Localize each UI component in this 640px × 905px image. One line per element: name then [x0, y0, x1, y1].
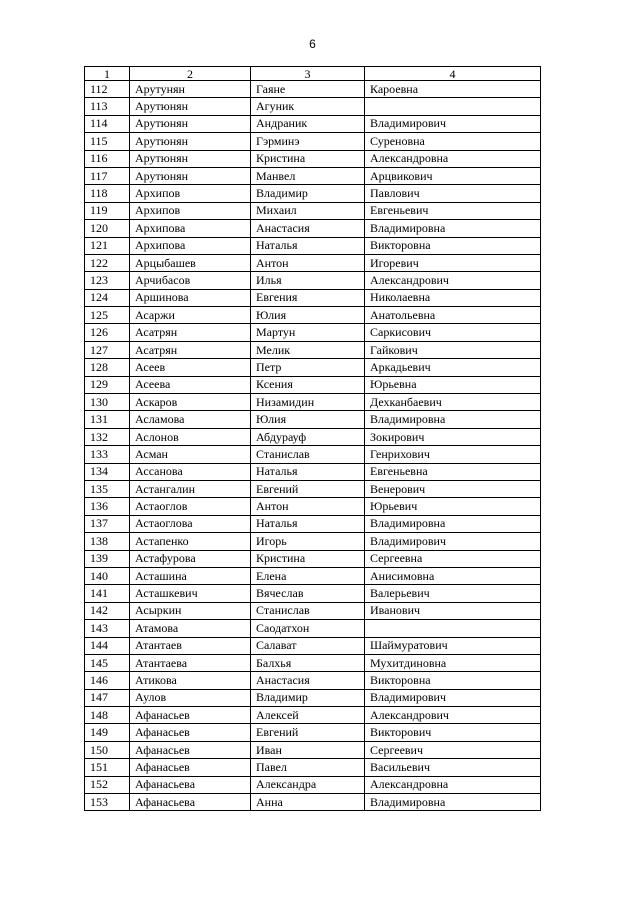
- patronymic-cell: Викторовна: [365, 672, 541, 689]
- first-name-cell: Антон: [251, 498, 365, 515]
- table-row: [85, 133, 541, 150]
- surname-cell: Асман: [130, 446, 251, 463]
- row-number-cell: 113: [85, 98, 130, 115]
- first-name-cell: Илья: [251, 272, 365, 289]
- table-row: [85, 446, 541, 463]
- table-row: [85, 376, 541, 393]
- table-row: [85, 254, 541, 271]
- first-name-cell: Игорь: [251, 533, 365, 550]
- table-row: [85, 602, 541, 619]
- patronymic-cell: Мухитдиновна: [365, 654, 541, 671]
- first-name-cell: Наталья: [251, 463, 365, 480]
- first-name-cell: Юлия: [251, 307, 365, 324]
- table-row: [85, 324, 541, 341]
- first-name-cell: Станислав: [251, 602, 365, 619]
- patronymic-cell: Сергеевич: [365, 741, 541, 758]
- patronymic-cell: Владимирович: [365, 115, 541, 132]
- patronymic-cell: Владимировна: [365, 220, 541, 237]
- table-row: [85, 776, 541, 793]
- row-number-cell: 120: [85, 220, 130, 237]
- patronymic-cell: Николаевна: [365, 289, 541, 306]
- table-row: [85, 341, 541, 358]
- surname-cell: Архипова: [130, 220, 251, 237]
- patronymic-cell: Александрович: [365, 707, 541, 724]
- patronymic-cell: Александровна: [365, 776, 541, 793]
- surname-cell: Афанасьев: [130, 707, 251, 724]
- first-name-cell: Саодатхон: [251, 620, 365, 637]
- patronymic-cell: Анисимовна: [365, 567, 541, 584]
- row-number-cell: 128: [85, 359, 130, 376]
- surname-cell: Арутюнян: [130, 133, 251, 150]
- row-number-cell: 133: [85, 446, 130, 463]
- surname-cell: Афанасьева: [130, 794, 251, 811]
- table-row: [85, 567, 541, 584]
- patronymic-cell: Владимирович: [365, 689, 541, 706]
- table-row: [85, 150, 541, 167]
- surname-cell: Асламова: [130, 411, 251, 428]
- surname-cell: Архипов: [130, 202, 251, 219]
- surname-cell: Ассанова: [130, 463, 251, 480]
- row-number-cell: 149: [85, 724, 130, 741]
- surname-cell: Астафурова: [130, 550, 251, 567]
- table-row: [85, 220, 541, 237]
- table-row: [85, 707, 541, 724]
- first-name-cell: Гэрминэ: [251, 133, 365, 150]
- first-name-cell: Манвел: [251, 167, 365, 184]
- surname-cell: Астаоглов: [130, 498, 251, 515]
- table-row: [85, 689, 541, 706]
- first-name-cell: Евгений: [251, 480, 365, 497]
- table-row: [85, 98, 541, 115]
- first-name-cell: Абдурауф: [251, 428, 365, 445]
- table-row: [85, 672, 541, 689]
- surname-cell: Асеева: [130, 376, 251, 393]
- first-name-cell: Алексей: [251, 707, 365, 724]
- surname-cell: Атантаев: [130, 637, 251, 654]
- row-number-cell: 127: [85, 341, 130, 358]
- table-row: [85, 654, 541, 671]
- table-row: [85, 637, 541, 654]
- surname-cell: Атамова: [130, 620, 251, 637]
- surname-cell: Афанасьев: [130, 741, 251, 758]
- row-number-cell: 126: [85, 324, 130, 341]
- table-row: [85, 620, 541, 637]
- row-number-cell: 119: [85, 202, 130, 219]
- table-row: [85, 272, 541, 289]
- row-number-cell: 124: [85, 289, 130, 306]
- table-row: [85, 359, 541, 376]
- surname-cell: Арутюнян: [130, 167, 251, 184]
- patronymic-cell: Александрович: [365, 272, 541, 289]
- patronymic-cell: Александровна: [365, 150, 541, 167]
- surname-cell: Асташина: [130, 567, 251, 584]
- table-row: [85, 289, 541, 306]
- table-row: [85, 185, 541, 202]
- table-row: [85, 741, 541, 758]
- table-row: [85, 515, 541, 532]
- first-name-cell: Петр: [251, 359, 365, 376]
- row-number-cell: 123: [85, 272, 130, 289]
- first-name-cell: Наталья: [251, 237, 365, 254]
- row-number-cell: 121: [85, 237, 130, 254]
- table-row: [85, 202, 541, 219]
- first-name-cell: Юлия: [251, 411, 365, 428]
- table-row: [85, 167, 541, 184]
- patronymic-cell: Юрьевич: [365, 498, 541, 515]
- surname-cell: Арутунян: [130, 81, 251, 98]
- table-row: [85, 759, 541, 776]
- table-row: [85, 550, 541, 567]
- first-name-cell: Ксения: [251, 376, 365, 393]
- row-number-cell: 136: [85, 498, 130, 515]
- row-number-cell: 112: [85, 81, 130, 98]
- row-number-cell: 151: [85, 759, 130, 776]
- first-name-cell: Вячеслав: [251, 585, 365, 602]
- patronymic-cell: Игоревич: [365, 254, 541, 271]
- surname-cell: Арутюнян: [130, 150, 251, 167]
- surname-cell: Арцыбашев: [130, 254, 251, 271]
- row-number-cell: 114: [85, 115, 130, 132]
- patronymic-cell: Викторович: [365, 724, 541, 741]
- patronymic-cell: Викторовна: [365, 237, 541, 254]
- patronymic-cell: Сергеевна: [365, 550, 541, 567]
- first-name-cell: Балхья: [251, 654, 365, 671]
- patronymic-cell: Генрихович: [365, 446, 541, 463]
- surname-cell: Асыркин: [130, 602, 251, 619]
- surname-cell: Асеев: [130, 359, 251, 376]
- surname-cell: Афанасьев: [130, 724, 251, 741]
- patronymic-cell: Васильевич: [365, 759, 541, 776]
- first-name-cell: Кристина: [251, 550, 365, 567]
- patronymic-cell: Арцвикович: [365, 167, 541, 184]
- surname-cell: Афанасьева: [130, 776, 251, 793]
- first-name-cell: Владимир: [251, 185, 365, 202]
- patronymic-cell: Юрьевна: [365, 376, 541, 393]
- surname-cell: Арчибасов: [130, 272, 251, 289]
- surname-cell: Асатрян: [130, 324, 251, 341]
- patronymic-cell: Зокирович: [365, 428, 541, 445]
- first-name-cell: Кристина: [251, 150, 365, 167]
- table-row: [85, 498, 541, 515]
- patronymic-cell: [365, 98, 541, 115]
- table-row: [85, 394, 541, 411]
- first-name-cell: Евгения: [251, 289, 365, 306]
- table-row: [85, 794, 541, 811]
- patronymic-cell: Аркадьевич: [365, 359, 541, 376]
- first-name-cell: Евгений: [251, 724, 365, 741]
- row-number-cell: 129: [85, 376, 130, 393]
- row-number-cell: 122: [85, 254, 130, 271]
- surname-cell: Атантаева: [130, 654, 251, 671]
- row-number-cell: 138: [85, 533, 130, 550]
- patronymic-cell: Суреновна: [365, 133, 541, 150]
- surname-cell: Аслонов: [130, 428, 251, 445]
- row-number-cell: 132: [85, 428, 130, 445]
- row-number-cell: 143: [85, 620, 130, 637]
- table-body: [85, 81, 541, 811]
- patronymic-cell: Павлович: [365, 185, 541, 202]
- first-name-cell: Мелик: [251, 341, 365, 358]
- first-name-cell: Низамидин: [251, 394, 365, 411]
- first-name-cell: Агуник: [251, 98, 365, 115]
- first-name-cell: Салават: [251, 637, 365, 654]
- first-name-cell: Павел: [251, 759, 365, 776]
- surname-cell: Аршинова: [130, 289, 251, 306]
- first-name-cell: Антон: [251, 254, 365, 271]
- table-row: [85, 81, 541, 98]
- row-number-cell: 152: [85, 776, 130, 793]
- surname-cell: Асташкевич: [130, 585, 251, 602]
- first-name-cell: Андраник: [251, 115, 365, 132]
- surname-cell: Архипова: [130, 237, 251, 254]
- column-header-2: 2: [130, 67, 251, 81]
- row-number-cell: 131: [85, 411, 130, 428]
- patronymic-cell: Кароевна: [365, 81, 541, 98]
- patronymic-cell: Гайкович: [365, 341, 541, 358]
- row-number-cell: 137: [85, 515, 130, 532]
- table-row: [85, 428, 541, 445]
- table-row: [85, 480, 541, 497]
- row-number-cell: 146: [85, 672, 130, 689]
- patronymic-cell: Саркисович: [365, 324, 541, 341]
- row-number-cell: 150: [85, 741, 130, 758]
- row-number-cell: 116: [85, 150, 130, 167]
- surname-cell: Афанасьев: [130, 759, 251, 776]
- patronymic-cell: Владимировна: [365, 411, 541, 428]
- surname-cell: Архипов: [130, 185, 251, 202]
- table-header-row: [85, 67, 541, 81]
- first-name-cell: Анна: [251, 794, 365, 811]
- row-number-cell: 142: [85, 602, 130, 619]
- patronymic-cell: Евгеньевич: [365, 202, 541, 219]
- patronymic-cell: Шаймуратович: [365, 637, 541, 654]
- row-number-cell: 144: [85, 637, 130, 654]
- surname-cell: Арутюнян: [130, 115, 251, 132]
- table-row: [85, 237, 541, 254]
- surname-cell: Аскаров: [130, 394, 251, 411]
- patronymic-cell: Владимирович: [365, 533, 541, 550]
- first-name-cell: Наталья: [251, 515, 365, 532]
- surname-cell: Астаоглова: [130, 515, 251, 532]
- patronymic-cell: Венерович: [365, 480, 541, 497]
- table-row: [85, 115, 541, 132]
- patronymic-cell: Иванович: [365, 602, 541, 619]
- first-name-cell: Александра: [251, 776, 365, 793]
- row-number-cell: 135: [85, 480, 130, 497]
- first-name-cell: Мартун: [251, 324, 365, 341]
- first-name-cell: Елена: [251, 567, 365, 584]
- table-row: [85, 463, 541, 480]
- patronymic-cell: Анатольевна: [365, 307, 541, 324]
- row-number-cell: 118: [85, 185, 130, 202]
- row-number-cell: 141: [85, 585, 130, 602]
- patronymic-cell: Владимировна: [365, 515, 541, 532]
- patronymic-cell: [365, 620, 541, 637]
- surname-cell: Асатрян: [130, 341, 251, 358]
- row-number-cell: 130: [85, 394, 130, 411]
- row-number-cell: 117: [85, 167, 130, 184]
- patronymic-cell: Владимировна: [365, 794, 541, 811]
- first-name-cell: Владимир: [251, 689, 365, 706]
- patronymic-cell: Дехканбаевич: [365, 394, 541, 411]
- column-header-4: 4: [365, 67, 541, 81]
- surname-cell: Астапенко: [130, 533, 251, 550]
- column-header-3: 3: [251, 67, 365, 81]
- table-row: [85, 533, 541, 550]
- row-number-cell: 153: [85, 794, 130, 811]
- row-number-cell: 147: [85, 689, 130, 706]
- row-number-cell: 145: [85, 654, 130, 671]
- surname-cell: Арутюнян: [130, 98, 251, 115]
- row-number-cell: 140: [85, 567, 130, 584]
- first-name-cell: Иван: [251, 741, 365, 758]
- table-row: [85, 724, 541, 741]
- patronymic-cell: Валерьевич: [365, 585, 541, 602]
- table-row: [85, 411, 541, 428]
- surname-cell: Астангалин: [130, 480, 251, 497]
- row-number-cell: 139: [85, 550, 130, 567]
- patronymic-cell: Евгеньевна: [365, 463, 541, 480]
- surname-cell: Атикова: [130, 672, 251, 689]
- table-row: [85, 307, 541, 324]
- table-row: [85, 585, 541, 602]
- column-header-1: 1: [85, 67, 130, 81]
- page-number: 6: [309, 37, 316, 51]
- first-name-cell: Анастасия: [251, 220, 365, 237]
- first-name-cell: Анастасия: [251, 672, 365, 689]
- names-table: [84, 66, 541, 811]
- row-number-cell: 148: [85, 707, 130, 724]
- surname-cell: Асаржи: [130, 307, 251, 324]
- first-name-cell: Михаил: [251, 202, 365, 219]
- row-number-cell: 115: [85, 133, 130, 150]
- first-name-cell: Станислав: [251, 446, 365, 463]
- row-number-cell: 125: [85, 307, 130, 324]
- surname-cell: Аулов: [130, 689, 251, 706]
- first-name-cell: Гаяне: [251, 81, 365, 98]
- row-number-cell: 134: [85, 463, 130, 480]
